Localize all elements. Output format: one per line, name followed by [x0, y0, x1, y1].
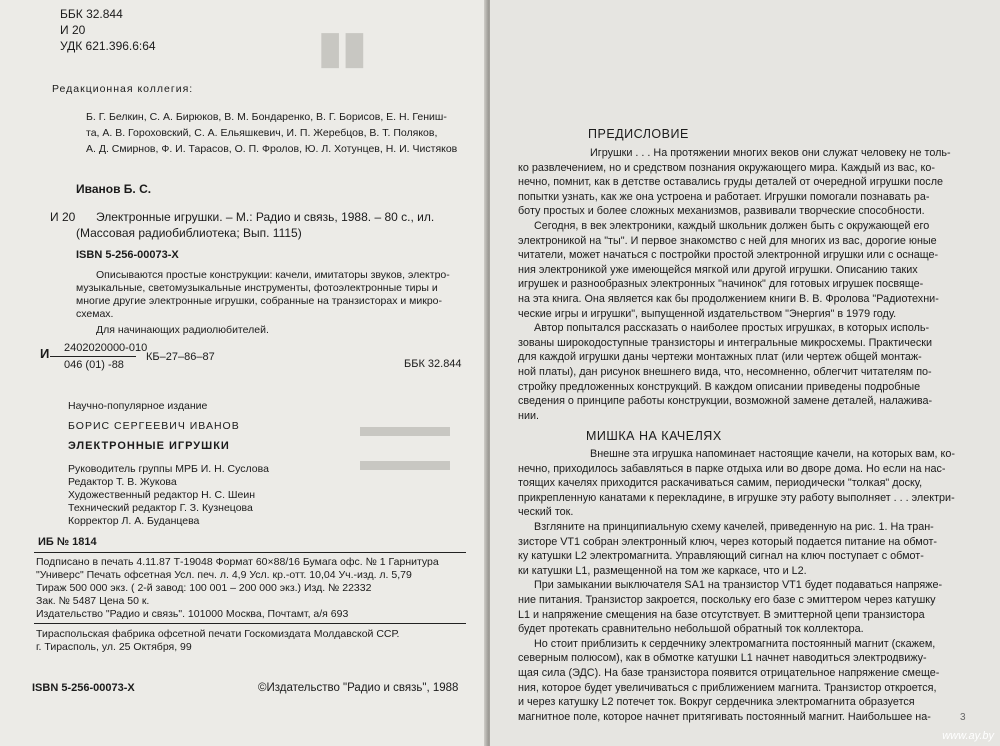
right-page [490, 0, 1000, 746]
text-line: ческие игры и игрушки", выпущенной издательством "Энергия" в 1979 году. [518, 307, 897, 320]
text-line: щая сила (ЭДС). На базе транзистора появится отрицательное напряжение смеще- [518, 666, 940, 679]
text-line: ние питания. Транзистор закроется, поскольку его базе с эмиттером через катушку [518, 593, 936, 606]
credit-line: Руководитель группы МРБ И. Н. Суслова [68, 463, 269, 475]
formula-bbk: ББК 32.844 [404, 358, 462, 370]
text-line: нии. [518, 409, 540, 422]
imprint-line: Подписано в печать 4.11.87 Т-19048 Формат 60×88/16 Бумага офс. № 1 Гарнитура [36, 556, 439, 568]
text-line: Но стоит приблизить к сердечнику электромагнита постоянный магнит (скажем, [534, 637, 936, 650]
text-line: ку катушки L2 электромагнита. Управляющий сигнал на ключ поступает с обмот- [518, 550, 924, 563]
credit-line: Художественный редактор Н. С. Шеин [68, 489, 256, 501]
text-line: При замыкании выключателя SA1 на транзистор VT1 будет подаваться напряже- [534, 579, 943, 592]
text-line: Взгляните на принципиальную схему качелей, приведенную на рис. 1. На тран- [534, 520, 934, 533]
text-line: ния, которое будет увеличиваться с приближением магнита. Транзистор откроется, [518, 681, 937, 694]
printer-line: Тираспольская фабрика офсетной печати Госкомиздата Молдавской ССР. [36, 628, 400, 640]
text-line: зисторе VT1 собран электронный ключ, через который подается питание на обмот- [518, 535, 937, 548]
title-line: (Массовая радиобиблиотека; Вып. 1115) [76, 226, 302, 240]
editorial-board-label: Редакционная коллегия: [52, 83, 194, 95]
text-line: прикрепленную канатами к перекладине, в игрушке эту работу выполняет . . . электри- [518, 491, 955, 504]
text-line: будет протекать сравнительно небольшой обратный ток коллектора. [518, 623, 864, 636]
preface-text [518, 146, 983, 423]
imprint-line: "Универс" Печать офсетная Усл. печ. л. 4,9 Усл. кр.-отт. 10,04 Уч.-изд. л. 5,79 [36, 569, 412, 581]
text-line: читатели, может начаться с постройки простой электронной игрушки или с оснаще- [518, 249, 939, 262]
printer-line: г. Тирасполь, ул. 25 Октября, 99 [36, 641, 192, 653]
text-line: L1 и напряжение смещения на базе отсутствует. В эмиттерной цепи транзистора [518, 608, 925, 621]
swing-heading: МИШКА НА КАЧЕЛЯХ [586, 429, 722, 443]
text-line: Игрушки . . . На протяжении многих веков они служат человеку не толь- [590, 147, 951, 159]
text-line: ко развлечением, но и средством познания окружающего мира. Каждый из вас, ко- [518, 161, 935, 174]
board-line: А. Д. Смирнов, Ф. И. Тарасов, О. П. Фролов, Ю. Л. Хотунцев, Н. И. Чистяков [86, 143, 458, 155]
text-line: сведения о принципе работы конструкции, возможной замене деталей, налажива- [518, 395, 933, 408]
text-line: ния электроникой уже имеющейся мягкой или другой игрушки. Описанию таких [518, 263, 918, 276]
text-line: нечно, приходилось забавляться в парке отдыха или во дворе дома. Но если на нас- [518, 462, 946, 475]
annotation-line: музыкальные, светомузыкальные инструменты, фотоэлектронные тиры и [76, 282, 438, 294]
text-line: Автор попытался рассказать о наиболее простых игрушках, в которых исполь- [534, 322, 930, 335]
annotation-line: многие другие электронные игрушки, собранные на транзисторах и микро- [76, 295, 443, 307]
annotation-line: схемах. [76, 308, 114, 320]
text-line: нечно, помнит, как в детстве оставались груды деталей от очередной игрушки после [518, 176, 944, 189]
preface-heading: ПРЕДИСЛОВИЕ [588, 127, 689, 141]
swing-text [518, 447, 983, 724]
book-title: ЭЛЕКТРОННЫЕ ИГРУШКИ [68, 440, 230, 452]
formula-right: КБ–27–86–87 [146, 351, 215, 363]
divider [34, 623, 466, 624]
text-line: боту простых и более сложных механизмов, развивали творческие способности. [518, 205, 925, 218]
board-line: та, А. В. Гороховский, С. А. Ельяшкевич, И. П. Жеребцов, В. Т. Поляков, [86, 127, 438, 139]
credit-line: Редактор Т. В. Жукова [68, 476, 177, 488]
text-line: ческий ток. [518, 506, 574, 519]
formula-bottom: 046 (01) -88 [64, 359, 124, 371]
text-line: ной платы), дан рисунок внешнего вида, что, несомненно, облегчит читателям по- [518, 365, 932, 378]
text-line: Сегодня, в век электроники, каждый школьник должен быть с окружающей его [534, 219, 930, 232]
text-line: попытки узнать, как же она устроена и работает. Игрушки помогали познавать ра- [518, 190, 930, 203]
bbk-code: ББК 32.844 [60, 7, 123, 21]
text-line: и через катушку L2 потечет ток. Вокруг сердечника электромагнита образуется [518, 696, 915, 709]
title-index: И 20 [50, 210, 76, 224]
udk-code: УДК 621.396.6:64 [60, 39, 156, 53]
show-through-ghost: ▮▮ [318, 23, 367, 72]
ib-number: ИБ № 1814 [38, 536, 97, 548]
text-line: электроникой на "ты". И первое знакомство с ней для многих из вас, дорогие юные [518, 234, 937, 247]
watermark: www.ay.by [942, 730, 994, 742]
footer-copyright: ©Издательство "Радио и связь", 1988 [258, 682, 459, 694]
text-line: стройку предложенных конструкций. В каждом описании приведены подробные [518, 380, 921, 393]
text-line: игрушек и разнообразных электронных "начинок" для готовых игрушек посвяще- [518, 278, 924, 291]
formula-top: 2402020000-010 [64, 342, 148, 354]
author-full-name: БОРИС СЕРГЕЕВИЧ ИВАНОВ [68, 420, 240, 432]
text-line: Внешне эта игрушка напоминает настоящие качели, на которых вам, ко- [590, 448, 955, 460]
audience: Для начинающих радиолюбителей. [96, 324, 269, 336]
text-line: на эта книга. Она является как бы продолжением книги В. В. Фролова "Радиотехни- [518, 292, 939, 305]
footer-isbn: ISBN 5-256-00073-X [32, 682, 135, 694]
text-line: для каждой игрушки даны чертежи монтажных плат (или чертеж общей монтаж- [518, 351, 922, 364]
text-line: зованы широкодоступные транзисторы и интегральные микросхемы. Практически [518, 336, 932, 349]
imprint-line: Тираж 500 000 экз. ( 2-й завод: 100 001 – 200 000 экз.) Изд. № 22332 [36, 582, 372, 594]
imprint-line: Зак. № 5487 Цена 50 к. [36, 595, 150, 607]
text-line: северным полюсом), как в обмотке катушки L1 начнет наводиться электродвижу- [518, 652, 927, 665]
text-line: магнитное поле, которое начнет притягивать постоянный магнит. Наибольшее на- [518, 710, 931, 723]
author-heading: Иванов Б. С. [76, 182, 152, 196]
imprint-line: Издательство "Радио и связь". 101000 Москва, Почтамт, а/я 693 [36, 608, 349, 620]
text-line: ки катушки L1, размещенной на том же каркасе, что и L2. [518, 564, 807, 577]
edition-type: Научно-популярное издание [68, 400, 208, 412]
show-through-ghost: ▬▬▬ ▬▬▬ [360, 410, 450, 477]
credit-line: Технический редактор Г. З. Кузнецова [68, 502, 253, 514]
divider [34, 552, 466, 553]
isbn: ISBN 5-256-00073-X [76, 249, 179, 261]
fraction-line [50, 356, 136, 357]
left-page [0, 0, 488, 746]
annotation-line: Описываются простые конструкции: качели, имитаторы звуков, электро- [96, 269, 450, 281]
index-code: И 20 [60, 23, 86, 37]
board-line: Б. Г. Белкин, С. А. Бирюков, В. М. Бондаренко, В. Г. Борисов, Е. Н. Гениш- [86, 111, 447, 123]
credit-line: Корректор Л. А. Буданцева [68, 515, 200, 527]
title-line: Электронные игрушки. – М.: Радио и связь, 1988. – 80 с., ил. [96, 210, 435, 224]
page-number: 3 [960, 712, 966, 723]
text-line: тоящих качелях приходится раскачиваться самим, периодически "толкая" доску, [518, 477, 923, 490]
formula-letter: И [40, 346, 50, 361]
